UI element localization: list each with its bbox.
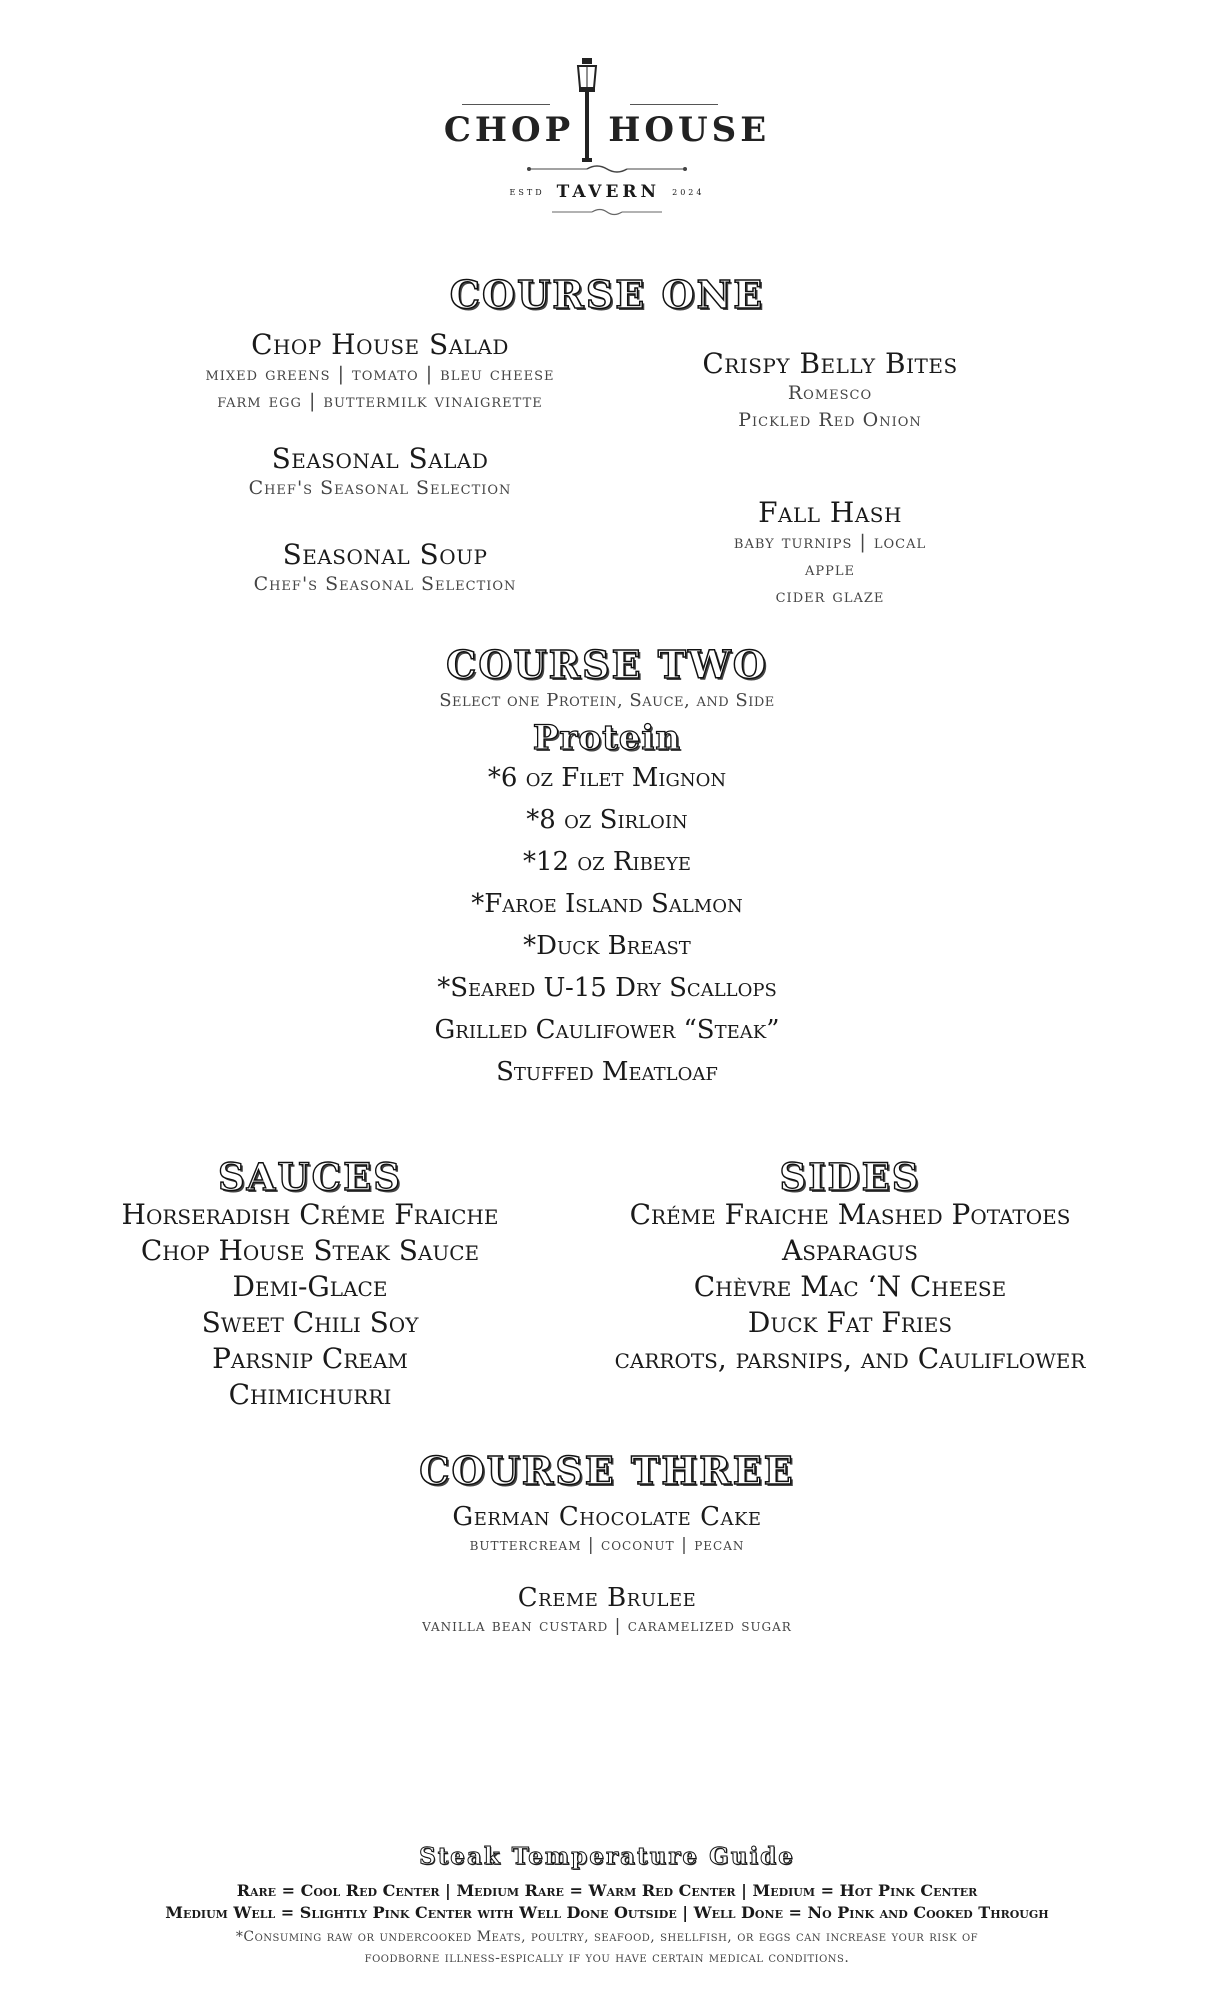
logo-rule-right bbox=[630, 104, 718, 105]
item-name: Chop House Salad bbox=[251, 328, 509, 361]
course-one-right-2 bbox=[630, 496, 1030, 610]
course-three-title: COURSE THREE bbox=[419, 1448, 795, 1493]
ornament-bottom-icon bbox=[552, 207, 662, 217]
item-name: Fall Hash bbox=[758, 496, 902, 529]
sides-list bbox=[560, 1197, 1140, 1377]
protein-title: Protein bbox=[532, 718, 682, 758]
sides-title: SIDES bbox=[779, 1155, 921, 1199]
sauce-item: Chimichurri bbox=[228, 1378, 392, 1411]
item-desc: baby turnips | local bbox=[733, 531, 927, 553]
sauce-item: Chop House Steak Sauce bbox=[140, 1234, 480, 1267]
side-item: carrots, parsnips, and Cauliflower bbox=[614, 1342, 1086, 1375]
logo-sub bbox=[0, 182, 1214, 202]
sauce-item: Horseradish Créme Fraiche bbox=[121, 1198, 499, 1231]
side-item: Créme Fraiche Mashed Potatoes bbox=[629, 1198, 1071, 1231]
steak-guide-title: Steak Temperature Guide bbox=[419, 1843, 795, 1870]
course-one-left bbox=[150, 328, 610, 415]
disclaimer-line-2: foodborne illness-espically if you have certain medical conditions. bbox=[364, 1950, 850, 1966]
side-item: Asparagus bbox=[781, 1234, 919, 1267]
item-name: Seasonal Salad bbox=[271, 442, 489, 475]
protein-list bbox=[0, 757, 1214, 1093]
logo-chop: CHOP bbox=[443, 110, 575, 150]
item-desc: apple bbox=[804, 558, 855, 580]
item-desc: cider glaze bbox=[775, 585, 885, 607]
item-desc: Romesco bbox=[787, 382, 873, 404]
ornament-icon bbox=[527, 163, 687, 175]
item-desc: Pickled Red Onion bbox=[738, 409, 922, 431]
sauce-item: Demi-Glace bbox=[232, 1270, 388, 1303]
course-one-left-2 bbox=[150, 442, 610, 502]
sauces-title: SAUCES bbox=[217, 1155, 403, 1199]
logo-tavern: TAVERN bbox=[556, 182, 661, 202]
course-two-title: COURSE TWO bbox=[446, 642, 768, 687]
logo-year: 2024 bbox=[672, 188, 705, 197]
dessert-1 bbox=[0, 1502, 1214, 1559]
protein-item: *Seared U-15 Dry Scallops bbox=[437, 973, 777, 1003]
course-two-subtitle: Select one Protein, Sauce, and Side bbox=[439, 690, 775, 711]
protein-item: *Duck Breast bbox=[523, 931, 691, 961]
side-item: Chèvre Mac ‘N Cheese bbox=[693, 1270, 1007, 1303]
protein-item: Stuffed Meatloaf bbox=[496, 1057, 718, 1087]
item-desc: farm egg | buttermilk vinaigrette bbox=[217, 390, 543, 412]
steak-guide-line-2: Medium Well = Slightly Pink Center with Well Done Outside | Well Done = No Pink and Cooked Through bbox=[165, 1903, 1049, 1922]
course-one-title: COURSE ONE bbox=[449, 272, 765, 317]
item-name: Seasonal Soup bbox=[282, 538, 488, 571]
logo-main bbox=[0, 110, 1214, 150]
item-desc: mixed greens | tomato | bleu cheese bbox=[205, 363, 555, 385]
protein-item: *Faroe Island Salmon bbox=[471, 889, 743, 919]
item-name: Creme Brulee bbox=[517, 1583, 697, 1613]
item-desc: Chef's Seasonal Selection bbox=[253, 573, 517, 595]
course-one-left-3 bbox=[155, 538, 615, 598]
item-desc: vanilla bean custard | caramelized sugar bbox=[422, 1616, 792, 1636]
item-name: Crispy Belly Bites bbox=[702, 347, 958, 380]
protein-item: *12 oz Ribeye bbox=[523, 847, 691, 877]
logo-estd: ESTD bbox=[509, 188, 545, 197]
protein-item: *6 oz Filet Mignon bbox=[487, 763, 727, 793]
item-name: German Chocolate Cake bbox=[452, 1502, 762, 1532]
sauce-item: Sweet Chili Soy bbox=[201, 1306, 419, 1339]
dessert-2 bbox=[0, 1583, 1214, 1640]
protein-item: *8 oz Sirloin bbox=[526, 805, 688, 835]
item-desc: Chef's Seasonal Selection bbox=[248, 477, 512, 499]
logo-rule-left bbox=[462, 104, 550, 105]
steak-guide-line-1: Rare = Cool Red Center | Medium Rare = Warm Red Center | Medium = Hot Pink Center bbox=[236, 1881, 978, 1900]
item-desc: buttercream | coconut | pecan bbox=[469, 1535, 745, 1555]
sauce-item: Parsnip Cream bbox=[212, 1342, 408, 1375]
logo-house: HOUSE bbox=[608, 110, 771, 150]
protein-item: Grilled Caulifower “Steak” bbox=[434, 1015, 780, 1045]
side-item: Duck Fat Fries bbox=[747, 1306, 953, 1339]
disclaimer-line-1: *Consuming raw or undercooked Meats, poultry, seafood, shellfish, or eggs can increase your risk of bbox=[235, 1929, 979, 1945]
course-one-right-1 bbox=[630, 347, 1030, 434]
sauces-list bbox=[80, 1197, 540, 1413]
